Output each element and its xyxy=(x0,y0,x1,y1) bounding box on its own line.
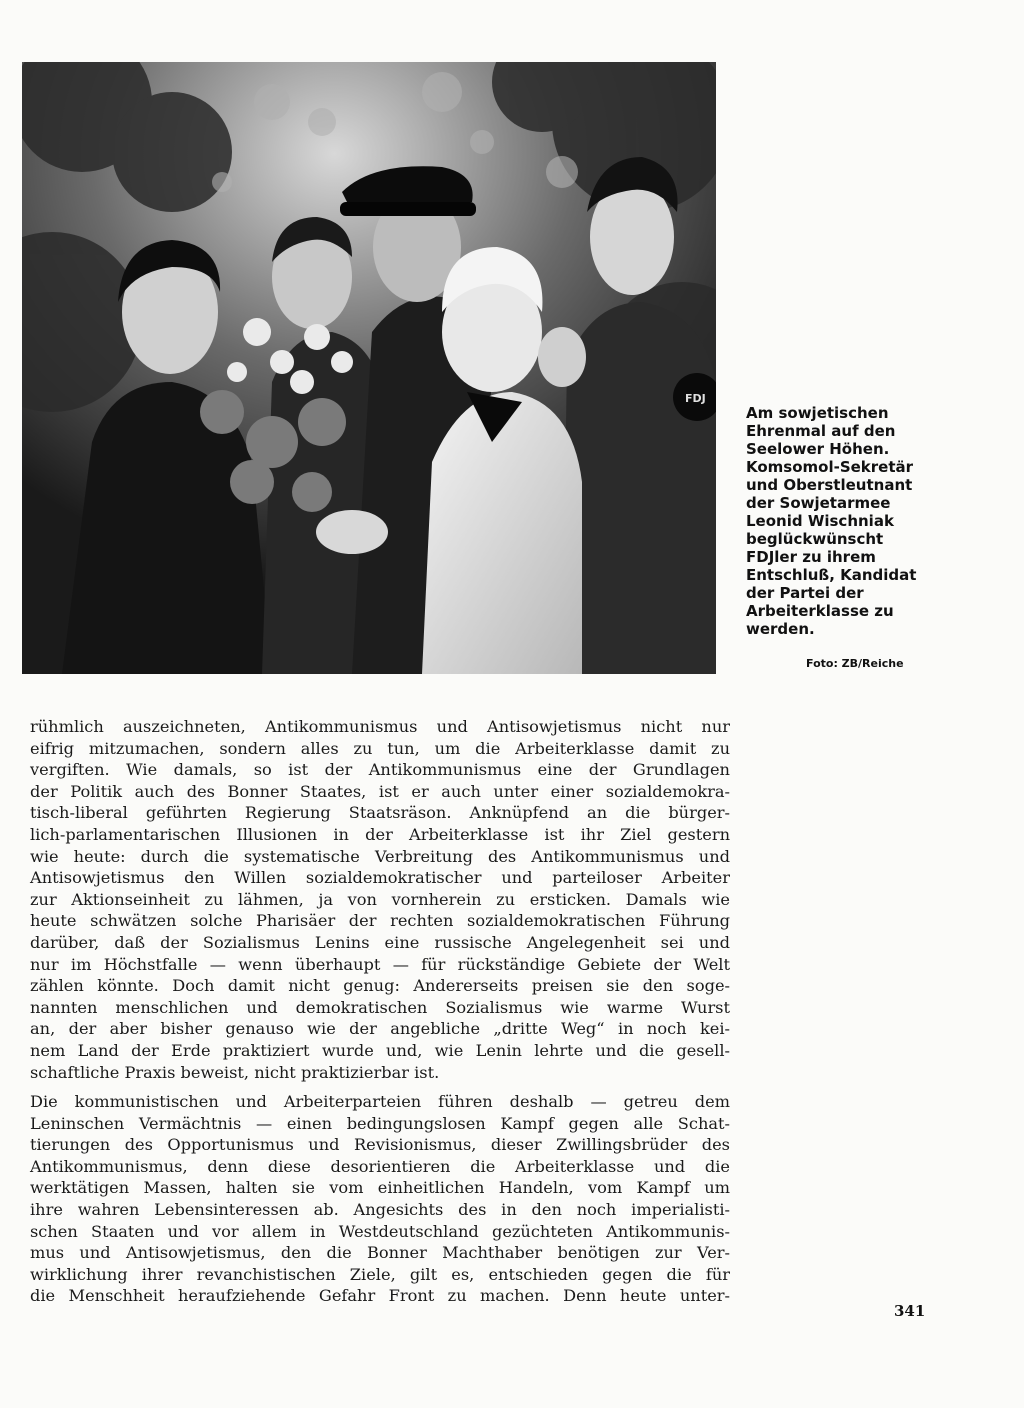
text-line: darüber, daß der Sozialismus Lenins eine russische Angelegenheit sei und xyxy=(30,932,730,952)
text-line: Die kommunistischen und Arbeiterparteien führen deshalb — getreu dem xyxy=(30,1092,730,1112)
text-line: die Menschheit heraufziehende Gefahr Front zu machen. Denn heute unter- xyxy=(30,1286,730,1306)
text-line: nem Land der Erde praktiziert wurde und, wie Lenin lehrte und die gesell- xyxy=(30,1040,730,1060)
text-line: zur Aktionseinheit zu lähmen, ja von vornherein zu ersticken. Damals wie xyxy=(30,889,730,909)
text-line: wie heute: durch die systematische Verbreitung des Antikommunismus und xyxy=(30,846,730,866)
caption-line: Am sowjetischen xyxy=(746,404,889,422)
text-line: tisch-liberal geführten Regierung Staatsräson. Anknüpfend an die bürger- xyxy=(30,803,730,823)
paragraph-1 xyxy=(30,716,730,1083)
text-line: Leninschen Vermächtnis — einen bedingungslosen Kampf gegen alle Schat- xyxy=(30,1113,730,1133)
text-line: heute schwätzen solche Pharisäer der rechten sozialdemokratischen Führung xyxy=(30,911,730,931)
text-line: an, der aber bisher genauso wie der angebliche „dritte Weg“ in noch kei- xyxy=(30,1019,730,1039)
text-line: ihre wahren Lebensinteressen ab. Angesichts des in den noch imperialisti- xyxy=(30,1200,730,1220)
text-line: werktätigen Massen, halten sie vom einheitlichen Handeln, vom Kampf um xyxy=(30,1178,730,1198)
text-line: rühmlich auszeichneten, Antikommunismus und Antisowjetismus nicht nur xyxy=(30,717,730,736)
caption-line: der Sowjetarmee xyxy=(746,494,891,512)
text-line: nannten menschlichen und demokratischen Sozialismus wie warme Wurst xyxy=(30,997,730,1017)
caption-line: Entschluß, Kandidat xyxy=(746,566,917,584)
caption-line: beglückwünscht xyxy=(746,530,884,548)
paragraph-2 xyxy=(30,1091,730,1307)
caption-line: Arbeiterklasse zu xyxy=(746,602,894,620)
caption-line: Ehrenmal auf den xyxy=(746,422,896,440)
text-line: Antisowjetismus den Willen sozialdemokratischer und parteiloser Arbeiter xyxy=(30,868,730,888)
text-line: nur im Höchstfalle — wenn überhaupt — für rückständige Gebiete der Welt xyxy=(30,954,730,974)
text-line: schen Staaten und vor allem in Westdeutschland gezüchteten Antikommunis- xyxy=(30,1221,730,1241)
text-line: wirklichung ihrer revanchistischen Ziele, gilt es, entschieden gegen die für xyxy=(30,1264,730,1284)
paragraph-gap xyxy=(30,1083,730,1091)
article-body xyxy=(30,716,730,1307)
caption-line: Leonid Wischniak xyxy=(746,512,894,530)
page-number: 341 xyxy=(894,1302,926,1320)
photo-credit: Foto: ZB/Reiche xyxy=(806,657,904,670)
text-line: mus und Antisowjetismus, den die Bonner Machthaber benötigen zur Ver- xyxy=(30,1243,730,1263)
caption-line: und Oberstleutnant xyxy=(746,476,913,494)
text-line: zählen könnte. Doch damit nicht genug: Andererseits preisen sie den soge- xyxy=(30,976,730,996)
caption-line: werden. xyxy=(746,620,815,638)
text-line: tierungen des Opportunismus und Revisionismus, dieser Zwillingsbrüder des xyxy=(30,1135,730,1155)
photo-illustration xyxy=(22,62,716,674)
caption-line: Seelower Höhen. xyxy=(746,440,890,458)
photograph xyxy=(22,62,716,674)
fdj-badge: FDJ xyxy=(685,392,706,405)
text-line: eifrig mitzumachen, sondern alles zu tun, um die Arbeiterklasse damit zu xyxy=(30,738,730,758)
text-line: vergiften. Wie damals, so ist der Antikommunismus eine der Grundlagen xyxy=(30,760,730,780)
caption-line: der Partei der xyxy=(746,584,864,602)
text-line: lich-parlamentarischen Illusionen in der Arbeiterklasse ist ihr Ziel gestern xyxy=(30,824,730,844)
photo-caption xyxy=(746,404,946,638)
text-line: schaftliche Praxis beweist, nicht praktizierbar ist. xyxy=(30,1062,440,1082)
text-line: der Politik auch des Bonner Staates, ist er auch unter einer sozialdemokra- xyxy=(30,781,730,801)
caption-line: FDJler zu ihrem xyxy=(746,548,876,566)
caption-line: Komsomol-Sekretär xyxy=(746,458,914,476)
text-line: Antikommunismus, denn diese desorientieren die Arbeiterklasse und die xyxy=(30,1156,730,1176)
